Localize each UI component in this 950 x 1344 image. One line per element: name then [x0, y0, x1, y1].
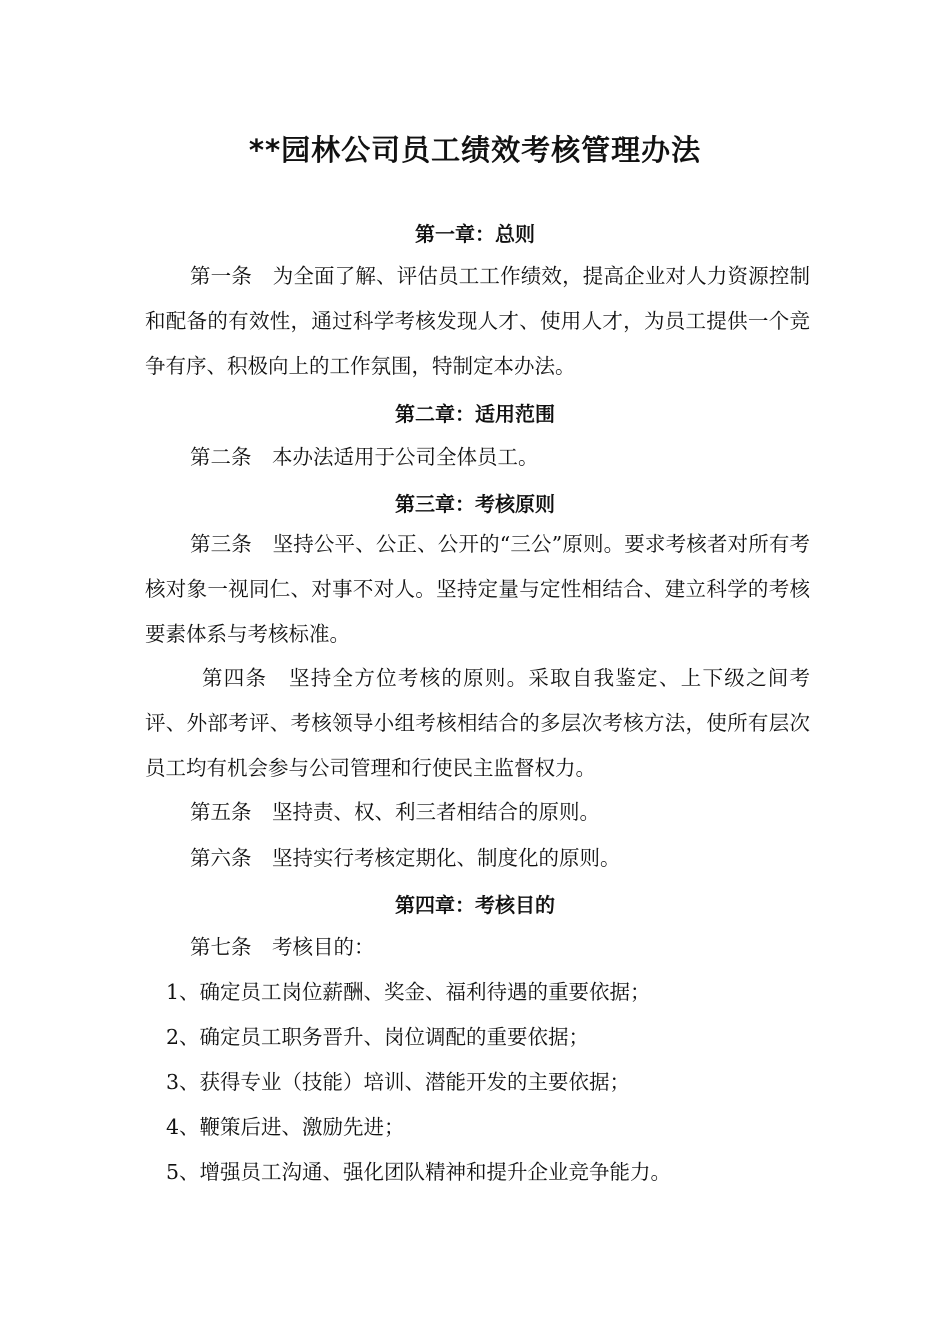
purpose-item-4: 4、鞭策后进、激励先进；: [166, 1115, 405, 1139]
article-4: 第四条 坚持全方位考核的原则。采取自我鉴定、上下级之间考评、外部考评、考核领导小组考核相结合的多层次考核方法，使所有层次员工均有机会参与公司管理和行使民主监督权力。: [145, 666, 810, 780]
chapter-heading-2: 第二章：适用范围: [395, 402, 555, 426]
purpose-item-5: 5、增强员工沟通、强化团队精神和提升企业竞争能力。: [166, 1160, 672, 1184]
chapter-heading-1: 第一章：总则: [415, 222, 535, 246]
chapter-heading-4: 第四章：考核目的: [395, 893, 555, 917]
chapter-heading-3: 第三章：考核原则: [395, 492, 555, 516]
article-1: 第一条 为全面了解、评估员工工作绩效，提高企业对人力资源控制和配备的有效性，通过科学考核发现人才、使用人才，为员工提供一个竞争有序、积极向上的工作氛围，特制定本办法。: [145, 264, 810, 378]
article-6: 第六条 坚持实行考核定期化、制度化的原则。: [190, 846, 621, 870]
article-5: 第五条 坚持责、权、利三者相结合的原则。: [190, 800, 600, 824]
article-2: 第二条 本办法适用于公司全体员工。: [190, 445, 539, 469]
purpose-item-2: 2、确定员工职务晋升、岗位调配的重要依据；: [166, 1025, 590, 1049]
article-7: 第七条 考核目的：: [190, 935, 375, 959]
article-3: 第三条 坚持公平、公正、公开的“三公”原则。要求考核者对所有考核对象一视同仁、对事不对人。坚持定量与定性相结合、建立科学的考核要素体系与考核标准。: [145, 532, 810, 646]
document-title: **园林公司员工绩效考核管理办法: [248, 133, 702, 167]
purpose-item-3: 3、获得专业（技能）培训、潜能开发的主要依据；: [166, 1070, 631, 1094]
purpose-item-1: 1、确定员工岗位薪酬、奖金、福利待遇的重要依据；: [166, 980, 651, 1004]
